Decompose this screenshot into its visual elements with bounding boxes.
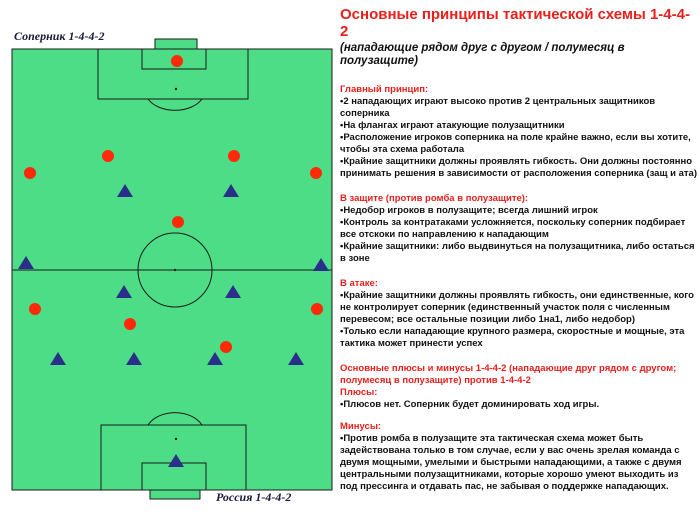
list-item: •Крайние защитники: либо выдвинуться на полузащитника, либо остаться в зоне — [340, 241, 695, 264]
opponent-player-marker — [310, 167, 322, 179]
football-pitch — [0, 0, 340, 531]
text-body — [340, 84, 698, 493]
list-item: •2 нападающих играют высоко против 2 центральных защитников соперника — [340, 96, 656, 119]
center-spot — [174, 269, 176, 271]
opponent-player-marker — [102, 150, 114, 162]
opponent-player-marker — [311, 303, 323, 315]
opponent-player-marker — [172, 216, 184, 228]
opponent-formation-label: Соперник 1-4-4-2 — [14, 29, 105, 43]
top-goal — [155, 39, 197, 49]
attack-heading: В атаке: — [340, 278, 378, 289]
main-principle-heading: Главный принцип: — [340, 84, 429, 95]
pros-cons-heading: Основные плюсы и минусы 1-4-4-2 (нападающие друг рядом с другом; полумесяц в полузащите) против 1-4-4-2 — [340, 363, 677, 386]
russia-formation-label: Россия 1-4-4-2 — [216, 490, 292, 504]
list-item: •Крайние защитники должны проявлять гибкость. Они должны постоянно принимать решения в зависимости от расположения соперника (защ и ата) — [340, 156, 697, 179]
text-panel — [340, 6, 698, 493]
opponent-player-marker — [220, 341, 232, 353]
defense-heading: В защите (против ромба в полузащите): — [340, 193, 529, 204]
list-item: •Против ромба в полузащите эта тактическая схема может быть задействована только в том случае, если у вас очень зрелая команда с двумя мощными, умелыми и быстрыми нападающими, а также с двумя центральными полузащитниками, которые хорошо умеют выходить из под прессинга и отдавать пас, не забывая о поддержке нападающих. — [340, 433, 682, 492]
opponent-player-marker — [171, 55, 183, 67]
opponent-player-marker — [24, 167, 36, 179]
opponent-player-marker — [29, 303, 41, 315]
bottom-goal — [150, 490, 200, 499]
page-subtitle: (нападающие рядом друг с другом / полумесяц в полузащите) — [340, 42, 625, 67]
top-penalty-spot — [175, 88, 177, 90]
list-item: •Расположение игроков соперника на поле крайне важно, если вы хотите, чтобы эта схема работала — [340, 132, 691, 155]
list-item: •Плюсов нет. Соперник будет доминировать ход игры. — [340, 399, 600, 410]
bottom-penalty-spot — [175, 438, 177, 440]
opponent-player-marker — [124, 318, 136, 330]
page-title: Основные принципы тактической схемы 1-4-4-2 — [340, 6, 690, 40]
list-item: •Недобор игроков в полузащите; всегда лишний игрок — [340, 205, 598, 216]
cons-heading: Минусы: — [340, 421, 382, 432]
list-item: •Контроль за контратаками усложняется, поскольку соперник подбирает все отскоки по направлению к нападающим — [340, 217, 686, 240]
list-item: •Только если нападающие крупного размера, скоростные и мощные, эта тактика может принести успех — [340, 326, 685, 349]
list-item: •На флангах играют атакующие полузащитники — [340, 120, 565, 131]
pros-heading: Плюсы: — [340, 387, 378, 398]
list-item: •Крайние защитники должны проявлять гибкость, они единственные, кого не контролирует соперник (единственный участок поля с численным перевесом; все остальные позиции либо 1на1, либо недобор) — [340, 290, 694, 325]
opponent-player-marker — [228, 150, 240, 162]
